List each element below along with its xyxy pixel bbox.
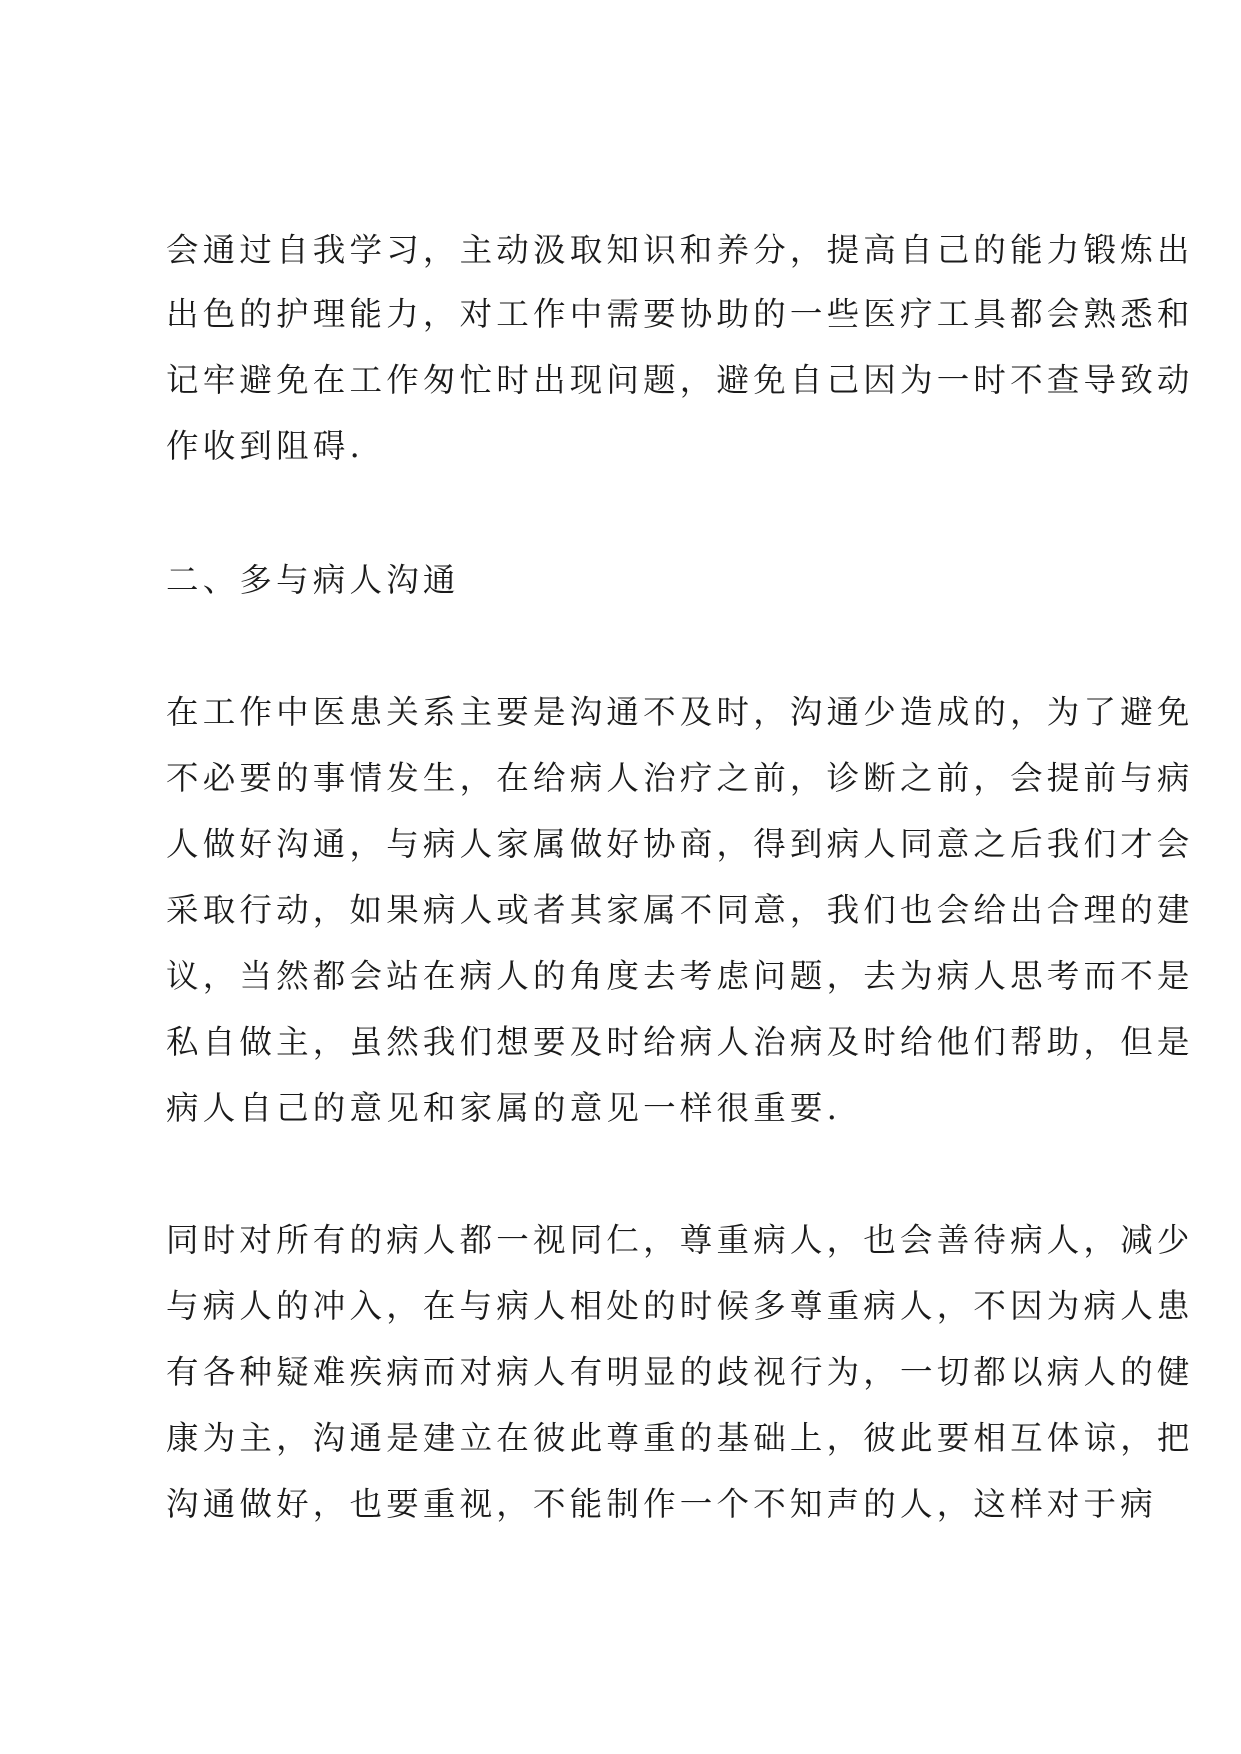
paragraph-2-line-4: 采取行动，如果病人或者其家属不同意，我们也会给出合理的建 — [166, 891, 1194, 929]
paragraph-3-line-2: 与病人的冲入，在与病人相处的时候多尊重病人，不因为病人患 — [166, 1287, 1194, 1325]
paragraph-3-line-4: 康为主，沟通是建立在彼此尊重的基础上，彼此要相互体谅，把 — [166, 1419, 1194, 1457]
paragraph-2-line-7: 病人自己的意见和家属的意见一样很重要. — [166, 1089, 842, 1127]
paragraph-1-line-2: 出色的护理能力，对工作中需要协助的一些医疗工具都会熟悉和 — [166, 295, 1194, 333]
paragraph-2-line-5: 议，当然都会站在病人的角度去考虑问题，去为病人思考而不是 — [166, 957, 1194, 995]
section-heading: 二、多与病人沟通 — [166, 561, 460, 599]
paragraph-3-line-5: 沟通做好，也要重视，不能制作一个不知声的人，这样对于病 — [166, 1485, 1157, 1523]
paragraph-2-line-3: 人做好沟通，与病人家属做好协商，得到病人同意之后我们才会 — [166, 825, 1194, 863]
paragraph-2-line-2: 不必要的事情发生，在给病人治疗之前，诊断之前，会提前与病 — [166, 759, 1194, 797]
paragraph-1-line-3: 记牢避免在工作匆忙时出现问题，避免自己因为一时不查导致动 — [166, 361, 1194, 399]
paragraph-3-line-1: 同时对所有的病人都一视同仁，尊重病人，也会善待病人，减少 — [166, 1221, 1194, 1259]
paragraph-1-line-1: 会通过自我学习，主动汲取知识和养分，提高自己的能力锻炼出 — [166, 231, 1194, 269]
paragraph-2-line-1: 在工作中医患关系主要是沟通不及时，沟通少造成的，为了避免 — [166, 693, 1194, 731]
paragraph-3-line-3: 有各种疑难疾病而对病人有明显的歧视行为，一切都以病人的健 — [166, 1353, 1194, 1391]
paragraph-1-line-4: 作收到阻碍. — [166, 427, 365, 465]
paragraph-2-line-6: 私自做主，虽然我们想要及时给病人治病及时给他们帮助，但是 — [166, 1023, 1194, 1061]
